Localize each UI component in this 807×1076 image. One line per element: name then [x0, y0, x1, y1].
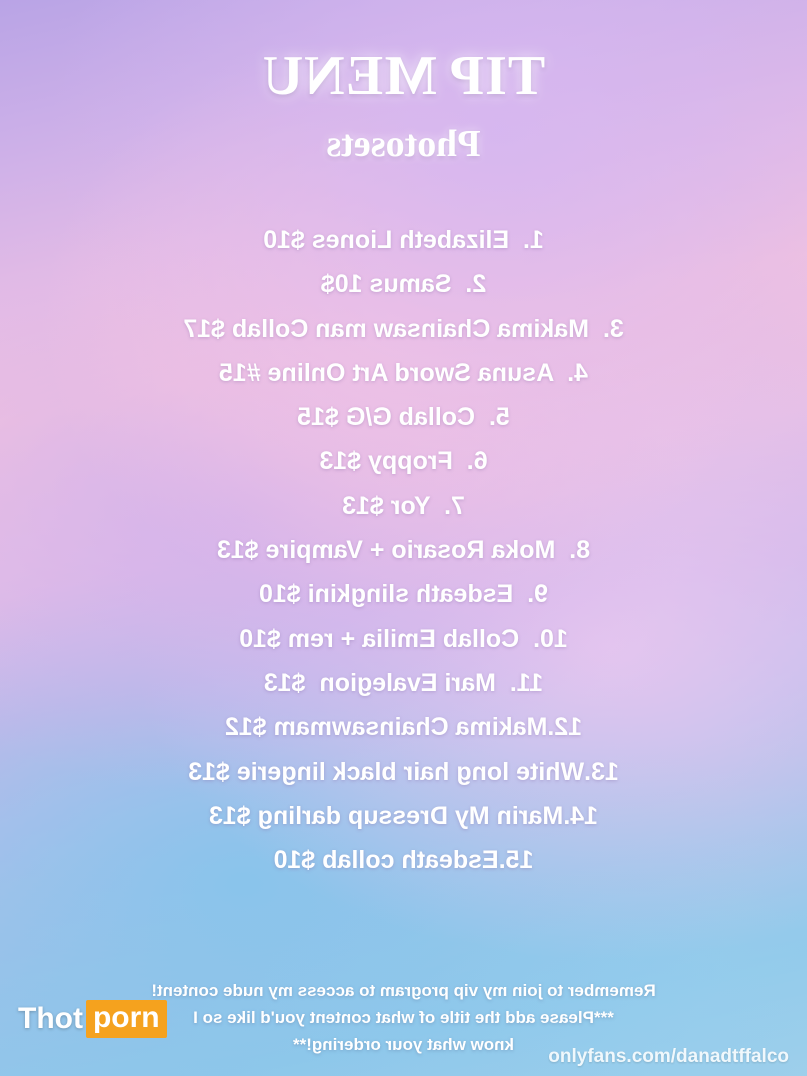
list-item: 9. Esdeath slingkini $10: [259, 580, 549, 609]
watermark-brand-right: porn: [86, 1000, 167, 1038]
list-item: 4. Asuna Sword Art Online #15: [218, 358, 589, 387]
list-item: 13.White long hair black lingerie $13: [188, 757, 619, 786]
page-subtitle: Photosets: [326, 123, 481, 165]
list-item: 3. Makima Chainsaw man Collab $17: [183, 314, 624, 343]
footer-line: know what your ordering!**: [292, 1035, 515, 1054]
footer-line: Remember to join my vip program to access my nude content!: [151, 981, 656, 1000]
photoset-list: [0, 218, 807, 882]
watermark-url: onlyfans.com/danadtffalco: [548, 1046, 789, 1067]
page-title: TIP MENU: [261, 45, 546, 107]
list-item: 7. Yor $13: [342, 491, 465, 520]
list-item: 5. Collab G/G $15: [297, 403, 510, 432]
list-item: 8. Moka Rosario + Vampire $13: [216, 536, 591, 565]
watermark-logo: [18, 1000, 167, 1038]
list-item: 6. Froppy $13: [319, 447, 488, 476]
list-item: 1. Elizabeth Liones $10: [263, 226, 544, 254]
list-item: 11. Mari Evalegion $13: [263, 668, 544, 697]
list-item: 2. Samus 10$: [320, 270, 487, 299]
watermark-brand-left: Thot: [18, 1002, 83, 1035]
list-item: 12.Makima Chainsawmam $12: [224, 713, 583, 742]
list-item: 10. Collab Emilia + rem $10: [239, 624, 568, 653]
list-item: 14.Marin My Dressup darling $13: [208, 801, 599, 830]
footer-line: ***Please add the title of what content you'd like so I: [193, 1008, 614, 1027]
list-item: 15.Esdeath collab $10: [273, 846, 534, 875]
